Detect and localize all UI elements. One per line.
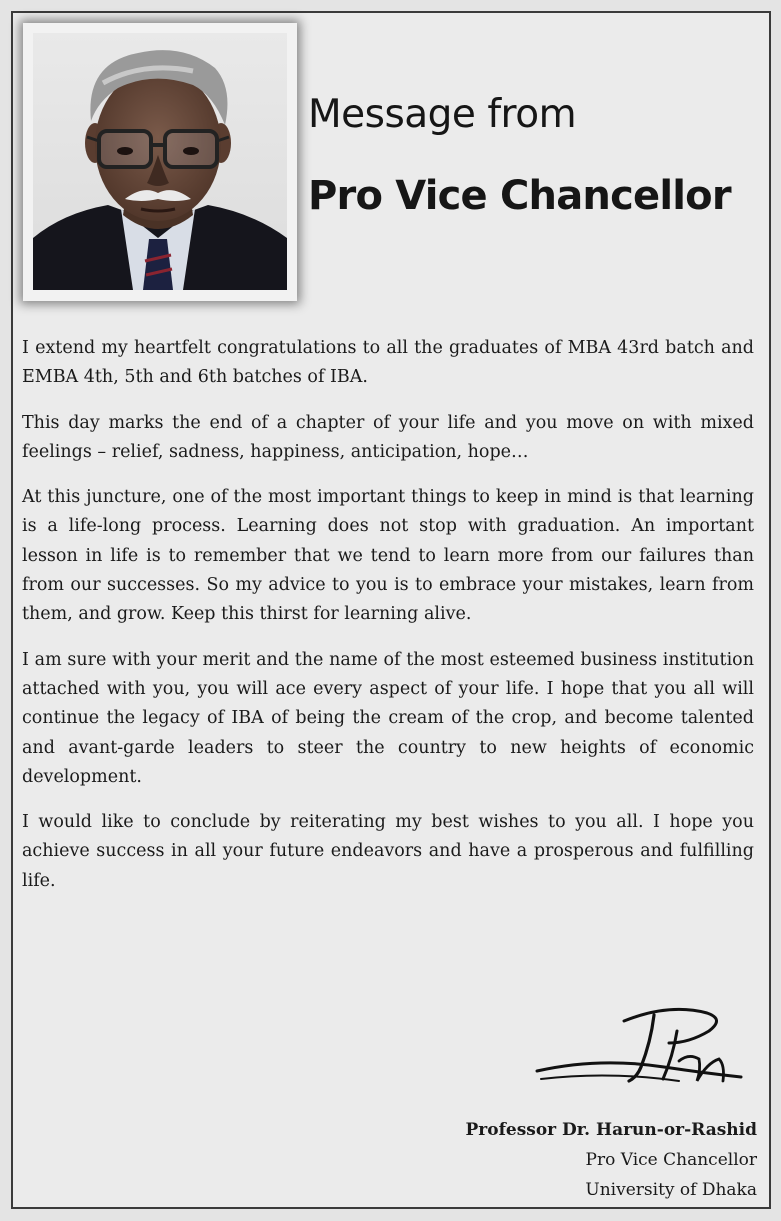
handwritten-signature xyxy=(529,1001,749,1093)
message-body xyxy=(22,334,754,912)
signatory-block xyxy=(465,1115,757,1205)
page-title xyxy=(308,87,731,231)
message-card xyxy=(11,11,771,1209)
paragraph-chapter: This day marks the end of a chapter of your life and you move on with mixed feelings – relief, sadness, happiness, anticipation, hope… xyxy=(22,412,754,462)
paragraph-legacy: I am sure with your merit and the name of the most esteemed business institution attached with you, you will ace every aspect of your life. I hope that you all will continue the legacy of IBA of being the cream of the crop, and become talented and avant-garde leaders to steer the country to new heights of economic development. xyxy=(22,649,754,787)
paragraph-learning: At this juncture, one of the most important things to keep in mind is that learning is a life-long process. Learning does not stop with graduation. An important lesson in life is to remember that we tend to learn more from our failures than from our successes. So my advice to you is to embrace your mistakes, learn from them, and grow. Keep this thirst for learning alive. xyxy=(22,487,754,625)
portrait-photo xyxy=(33,33,287,290)
paragraph-conclusion: I would like to conclude by reiterating my best wishes to you all. I hope you achieve success in all your future endeavors and have a prosperous and fulfilling life. xyxy=(22,812,754,891)
title-line-1: Message from xyxy=(308,92,577,137)
title-line-2: Pro Vice Chancellor xyxy=(308,173,731,219)
photo-frame xyxy=(23,23,297,301)
signatory-title: Pro Vice Chancellor xyxy=(585,1150,757,1170)
signatory-name: Professor Dr. Harun-or-Rashid xyxy=(465,1120,757,1140)
signatory-institution: University of Dhaka xyxy=(585,1180,757,1200)
paragraph-congratulations: I extend my heartfelt congratulations to all the graduates of MBA 43rd batch and EMBA 4th, 5th and 6th batches of IBA. xyxy=(22,338,754,388)
